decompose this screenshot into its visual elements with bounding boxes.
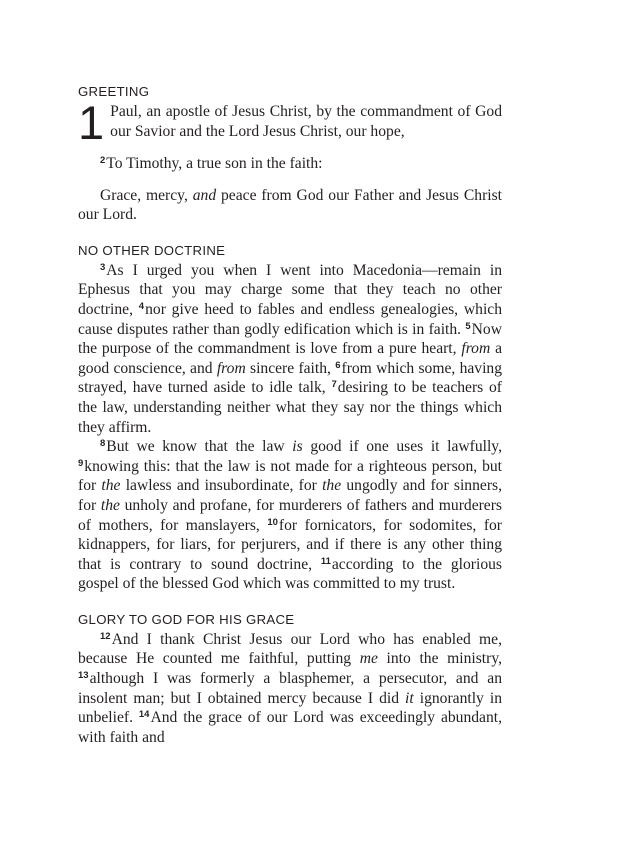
- verse-number: 8: [100, 438, 106, 450]
- verse-text: a good conscience, and: [78, 340, 502, 377]
- verse-italic: is: [292, 438, 303, 456]
- grace-italic: and: [192, 186, 217, 204]
- verse-text: ungodly and for sinners, for: [78, 477, 502, 514]
- paragraph-verses-8-11: [78, 437, 502, 594]
- verse-number: 12: [100, 630, 111, 642]
- verse-text: Now the purpose of the commandment is love from a pure heart,: [78, 320, 502, 358]
- verse-text: And the grace of our Lord was exceedingly abundant, with faith and: [78, 709, 503, 746]
- verse-italic: from: [216, 359, 246, 377]
- grace-text-a: Grace, mercy,: [100, 186, 193, 204]
- verse-number: 2: [100, 155, 106, 166]
- verse-number: 9: [78, 457, 84, 469]
- verse-text: And I thank Christ Jesus our Lord who has enabled me, because He counted me faithful, putting: [78, 630, 502, 668]
- chapter-number: 1: [78, 96, 105, 149]
- verse-text: from which some, having strayed, have turned aside to idle talk,: [78, 359, 503, 397]
- verse-text: good if one uses it lawfully,: [302, 438, 502, 456]
- grace-text-b: peace from God our Father and Jesus Christ our Lord.: [78, 186, 502, 224]
- verse-text: As I urged you when I went into Macedonia—remain in Ephesus that you may charge some that they teach no other doctrine,: [78, 261, 502, 318]
- verse-text: But we know that the law: [106, 438, 293, 456]
- verse-italic: from: [461, 340, 491, 358]
- section-heading-glory-to-god: GLORY TO GOD FOR HIS GRACE: [78, 611, 295, 627]
- text-column: [78, 84, 502, 747]
- paragraph-verses-3-7: [78, 261, 502, 437]
- verse-number: 14: [138, 709, 150, 721]
- section-heading-greeting: GREETING: [78, 84, 150, 99]
- verse-italic: the: [101, 477, 121, 495]
- verse-number: 3: [100, 261, 106, 273]
- paragraph-verses-12-14: [78, 630, 502, 748]
- verse-text: although I was formerly a blasphemer, a persecutor, and an insolent man; but I obtained mercy because I did: [78, 670, 502, 707]
- verse-text: according to the glorious gospel of the blessed God which was committed to my trust.: [78, 555, 502, 593]
- verse-text: unholy and profane, for murderers of fathers and murderers of mothers, for manslayers,: [78, 496, 502, 534]
- verse-2-text: To Timothy, a true son in the faith:: [106, 155, 323, 172]
- verse-1: [110, 102, 502, 141]
- verse-number: 11: [320, 555, 331, 567]
- verse-text: for fornicators, for sodomites, for kidnappers, for liars, for perjurers, and if there is any other thing that is contrary to sound doctrine,: [78, 516, 502, 573]
- verse-italic: me: [359, 650, 378, 668]
- verse-text: nor give heed to fables and endless genealogies, which cause disputes rather than godly edification which is in faith.: [78, 300, 502, 338]
- verse-text: desiring to be teachers of the law, understanding neither what they say nor the things which they affirm.: [78, 379, 502, 436]
- verse-italic: the: [100, 496, 120, 514]
- verse-text: ignorantly in unbelief.: [78, 689, 502, 727]
- verse-number: 4: [138, 300, 145, 312]
- verse-1-block: [78, 96, 502, 149]
- verse-number: 10: [267, 516, 278, 528]
- verse-text: into the ministry,: [377, 650, 502, 668]
- section-heading-no-other-doctrine: NO OTHER DOCTRINE: [78, 242, 226, 258]
- verse-2: [78, 154, 502, 174]
- verse-number: 13: [78, 670, 89, 682]
- verse-1-text: Paul, an apostle of Jesus Christ, by the commandment of God our Savior and the Lord Jesus Christ, our hope,: [110, 103, 502, 140]
- verse-text: sincere faith,: [245, 359, 336, 377]
- verse-italic: the: [322, 477, 342, 495]
- verse-number: 5: [465, 320, 471, 332]
- verse-text: lawless and insubordinate, for: [120, 477, 323, 495]
- verse-text: knowing this: that the law is not made for a righteous person, but for: [78, 457, 502, 495]
- grace-line: [78, 186, 502, 225]
- verse-number: 7: [331, 379, 337, 391]
- verse-number: 6: [335, 359, 341, 371]
- verse-italic: it: [405, 689, 414, 707]
